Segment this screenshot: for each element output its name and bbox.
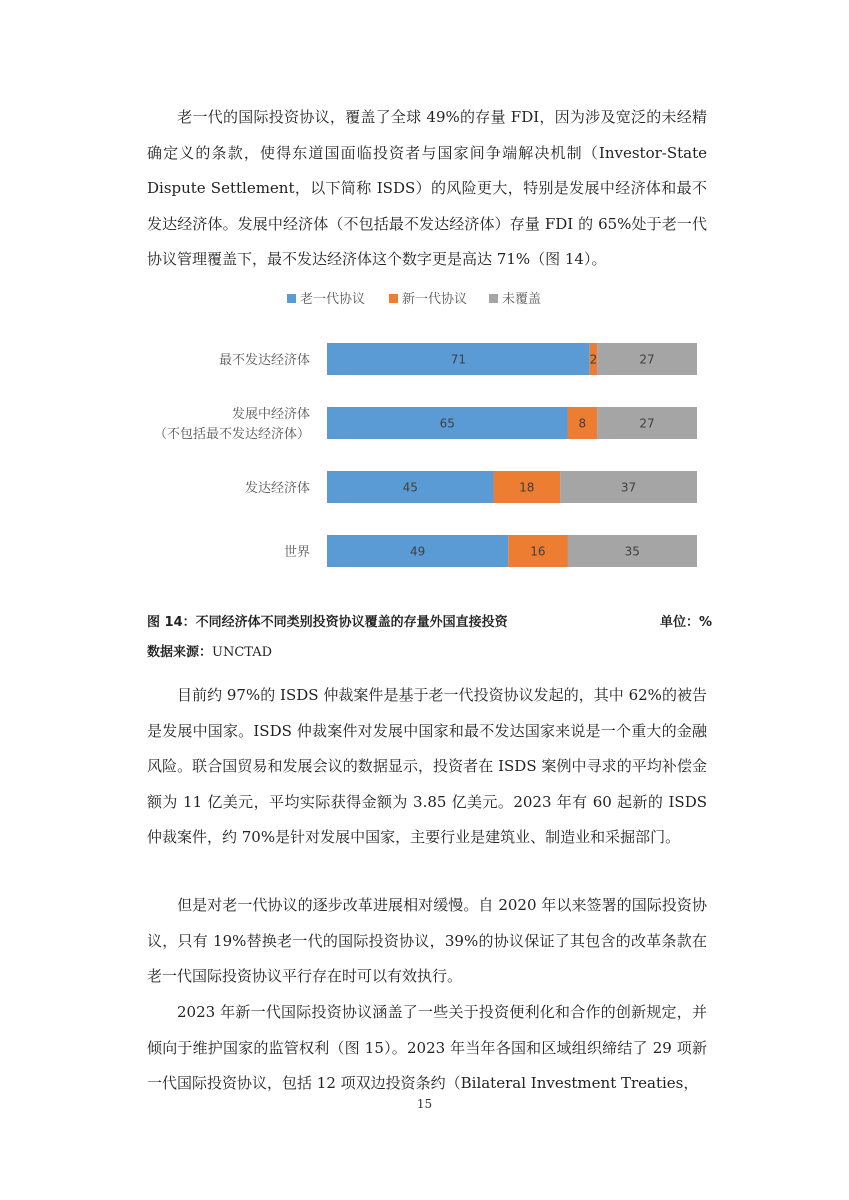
bar-value-label-1-0: 65 [439,416,455,431]
category-label-2-0: 发达经济体 [244,481,310,496]
legend-label-2: 未覆盖 [502,292,542,307]
figure-caption-unit: 单位：% [659,615,712,630]
paragraph-isds-text: 目前约 97%的 ISDS 仲裁案件是基于老一代投资协议发起的，其中 62%的被告是发展中国家。ISDS 仲裁案件对发展中国家和最不发达国家来说是一个重大的金融风险。联合国贸易和发展会议的数据显示，投资者在 ISDS 案例中寻求的平均补偿金额为 11 亿美元，平均实际获得金额为 3.85 亿美元。2023 年有 60 起新的 ISDS 仲裁案件，约 70%是针对发展中国家，主要行业是建筑业、制造业和采掘部门。 [147,686,707,846]
category-label-1-0: 发展中经济体 [231,407,310,422]
page-number: 15 [416,1097,433,1111]
category-label-3-0: 世界 [283,545,310,560]
chart-legend [287,291,541,307]
legend-swatch-1 [389,294,398,303]
bar-value-label-1-1: 8 [578,416,587,431]
legend-label-0: 老一代协议 [300,292,366,307]
category-label-0-0: 最不发达经济体 [218,353,310,368]
paragraph-reform-text: 但是对老一代协议的逐步改革进展相对缓慢。自 2020 年以来签署的国际投资协议，只有 19%替换老一代的国际投资协议，39%的协议保证了其包含的改革条款在老一代国际投资协议平行存在时可以有效执行。 [147,896,707,985]
paragraph-isds [147,678,707,856]
chart-category-labels [154,352,310,560]
bar-value-label-3-0: 49 [410,544,426,559]
stacked-bar-chart [147,282,707,592]
legend-label-1: 新一代协议 [402,292,468,307]
paragraph-new-generation-text: 2023 年新一代国际投资协议涵盖了一些关于投资便利化和合作的创新规定，并倾向于维护国家的监管权利（图 15）。2023 年当年各国和区域组织缔结了 29 项新一代国际投资协议，包括 12 项双边投资条约（Bilateral Investment Treaties， [147,1003,707,1092]
paragraph-intro [147,100,707,278]
bar-value-label-3-1: 16 [530,544,546,559]
bar-value-label-0-1: 2 [589,352,598,367]
bar-value-label-3-2: 35 [624,544,640,559]
figure-source-value: UNCTAD [212,645,273,660]
paragraph-new-generation [147,995,707,1102]
category-label-1-1: （不包括最不发达经济体） [153,427,310,442]
figure-caption-title: 图 14：不同经济体不同类别投资协议覆盖的存量外国直接投资 [147,615,508,630]
legend-swatch-0 [287,294,296,303]
bar-value-label-0-0: 71 [450,352,466,367]
paragraph-reform [147,888,707,995]
figure-source-label: 数据来源： [147,645,213,660]
chart-bars [327,343,697,567]
bar-value-label-1-2: 27 [639,416,655,431]
legend-swatch-2 [489,294,498,303]
bar-value-label-0-2: 27 [639,352,655,367]
paragraph-intro-text: 老一代的国际投资协议，覆盖了全球 49%的存量 FDI，因为涉及宽泛的未经精确定义的条款，使得东道国面临投资者与国家间争端解决机制（Investor-State Dispute Settlement，以下简称 ISDS）的风险更大，特别是发展中经济体和最不发达经济体。发展中经济体（不包括最不发达经济体）存量 FDI 的 65%处于老一代协议管理覆盖下，最不发达经济体这个数字更是高达 71%（图 14）。 [147,108,707,268]
bar-value-label-2-2: 37 [620,480,637,495]
figure-source [147,641,712,660]
bar-value-label-2-0: 45 [402,480,418,495]
bar-value-label-2-1: 18 [519,480,535,495]
figure-caption [147,611,712,630]
